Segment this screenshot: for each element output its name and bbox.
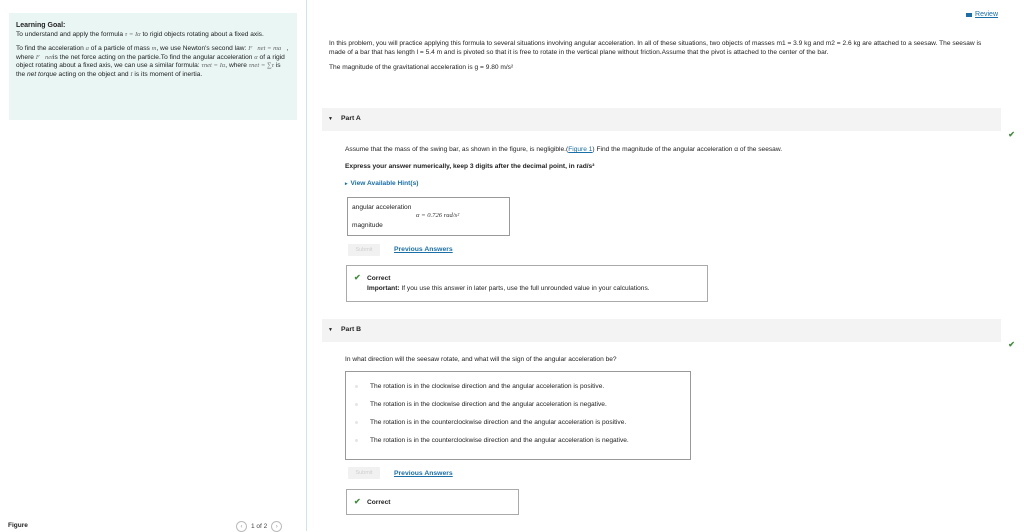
radio-button[interactable]	[355, 439, 358, 442]
goal-text: To find the acceleration	[16, 45, 86, 53]
goal-math: m	[151, 45, 157, 53]
learning-goal-box	[9, 13, 297, 120]
review-label: Review	[975, 11, 998, 18]
check-icon: ✔	[1008, 340, 1015, 349]
goal-math: α	[254, 53, 258, 61]
goal-math: a	[85, 45, 89, 53]
previous-answers-link-b[interactable]: Previous Answers	[394, 470, 453, 477]
goal-math: F⃗net	[35, 53, 54, 61]
part-b-header[interactable]	[322, 319, 1001, 342]
option-label: The rotation is in the counterclockwise direction and the angular acceleration is negative.	[370, 437, 629, 444]
goal-text: is its moment of inertia.	[132, 70, 203, 78]
intro-paragraph: In this problem, you will practice applying this formula to several situations involving angular acceleration. In all of these situations, two objects of masses m1 = 3.9 kg and m2 = 2.6 kg are attached to a seesaw. The seesaw is made of a bar that has length l = 5.4 m and is pivoted so that it is free to rotate in the vertical plane without friction.Assume that the pivot is attached to the center of the bar.	[329, 40, 982, 56]
goal-text: , we use Newton's second law:	[156, 45, 249, 53]
option-item[interactable]	[346, 396, 690, 414]
goal-text: net torque	[27, 70, 57, 78]
answer-label-2: magnitude	[352, 222, 383, 229]
caret-down-icon: ▼	[328, 327, 333, 333]
feedback-important: Important:	[367, 285, 400, 292]
figure-pager	[236, 521, 282, 532]
panel-divider	[306, 0, 307, 531]
goal-text: To understand and apply the formula	[16, 30, 125, 38]
radio-button[interactable]	[355, 421, 358, 424]
goal-text: of a rigid object rotating about a fixed axis, we can use a similar formula:	[16, 53, 285, 70]
submit-button-a[interactable]: Submit	[348, 244, 380, 256]
goal-formula: τ = Iα	[124, 30, 141, 38]
feedback-title: Correct	[367, 275, 391, 282]
question-text: Assume that the mass of the swing bar, as shown in the figure, is negligible.(	[345, 146, 569, 153]
option-item[interactable]	[346, 378, 690, 396]
problem-intro	[329, 40, 999, 80]
figure-label: Figure	[8, 522, 28, 529]
question-text: ) Find the magnitude of the angular acceleration α of the seesaw.	[592, 146, 783, 153]
part-a-instruction: Express your answer numerically, keep 3 digits after the decimal point, in rad/s²	[345, 163, 595, 170]
caret-right-icon: ▸	[345, 181, 348, 187]
goal-math: I	[130, 70, 133, 78]
feedback-correct-a	[346, 265, 708, 302]
answer-options	[345, 371, 691, 460]
review-icon	[966, 13, 972, 17]
gravity-paragraph: The magnitude of the gravitational acceleration is g = 9.80 m/s²	[329, 64, 514, 72]
feedback-correct-b	[346, 489, 519, 515]
goal-text: of a particle of mass	[88, 45, 152, 53]
part-b-label: Part B	[341, 326, 362, 333]
part-a-header[interactable]	[322, 108, 1001, 131]
goal-text: to rigid objects rotating about a fixed axis.	[140, 30, 264, 38]
option-item[interactable]	[346, 414, 690, 432]
goal-text: , where	[16, 45, 289, 61]
option-item[interactable]	[346, 432, 690, 450]
part-b-question: In what direction will the seesaw rotate, and what will the sign of the angular acceleration be?	[345, 356, 617, 363]
feedback-message	[367, 285, 650, 292]
option-label: The rotation is in the clockwise direction and the angular acceleration is positive.	[370, 383, 605, 390]
answer-value[interactable]: α = 0.726 rad/s²	[416, 212, 460, 219]
feedback-title: Correct	[367, 499, 391, 506]
check-icon: ✔	[1008, 130, 1015, 139]
view-hints-link[interactable]	[345, 180, 418, 187]
option-label: The rotation is in the clockwise direction and the angular acceleration is negative.	[370, 401, 607, 408]
learning-goal-intro	[16, 31, 290, 40]
figure-page-count: 1 of 2	[251, 523, 268, 530]
goal-math: τnet = Iα	[201, 62, 226, 70]
hint-label: View Available Hint(s)	[350, 180, 419, 187]
goal-text: , where	[225, 62, 249, 70]
learning-goal-title: Learning Goal:	[16, 22, 66, 29]
check-icon: ✔	[354, 273, 361, 282]
figure-link[interactable]: Figure 1	[568, 146, 593, 153]
part-a-label: Part A	[341, 115, 361, 122]
check-icon: ✔	[354, 497, 361, 506]
radio-button[interactable]	[355, 403, 358, 406]
prev-figure-button[interactable]: ‹	[236, 521, 247, 532]
next-figure-button[interactable]: ›	[271, 521, 282, 532]
feedback-text: If you use this answer in later parts, use the full unrounded value in your calculations.	[399, 285, 650, 292]
answer-label-1: angular acceleration	[352, 204, 412, 211]
goal-math: F⃗net = ma⃗	[248, 45, 287, 53]
goal-text: acting on the object and	[56, 70, 131, 78]
part-a-question	[345, 145, 782, 154]
answer-box	[347, 197, 510, 236]
previous-answers-link-a[interactable]: Previous Answers	[394, 246, 453, 253]
goal-text: is the net force acting on the particle.To find the angular acceleration	[53, 53, 255, 61]
learning-goal-body	[16, 45, 290, 79]
radio-button[interactable]	[355, 385, 358, 388]
option-label: The rotation is in the counterclockwise direction and the angular acceleration is positive.	[370, 419, 627, 426]
submit-button-b[interactable]: Submit	[348, 467, 380, 479]
goal-math: τnet = ∑τ	[248, 62, 274, 70]
review-link[interactable]	[966, 11, 998, 18]
caret-down-icon: ▼	[328, 116, 333, 122]
left-panel	[0, 0, 306, 531]
goal-text: is the	[16, 62, 281, 78]
